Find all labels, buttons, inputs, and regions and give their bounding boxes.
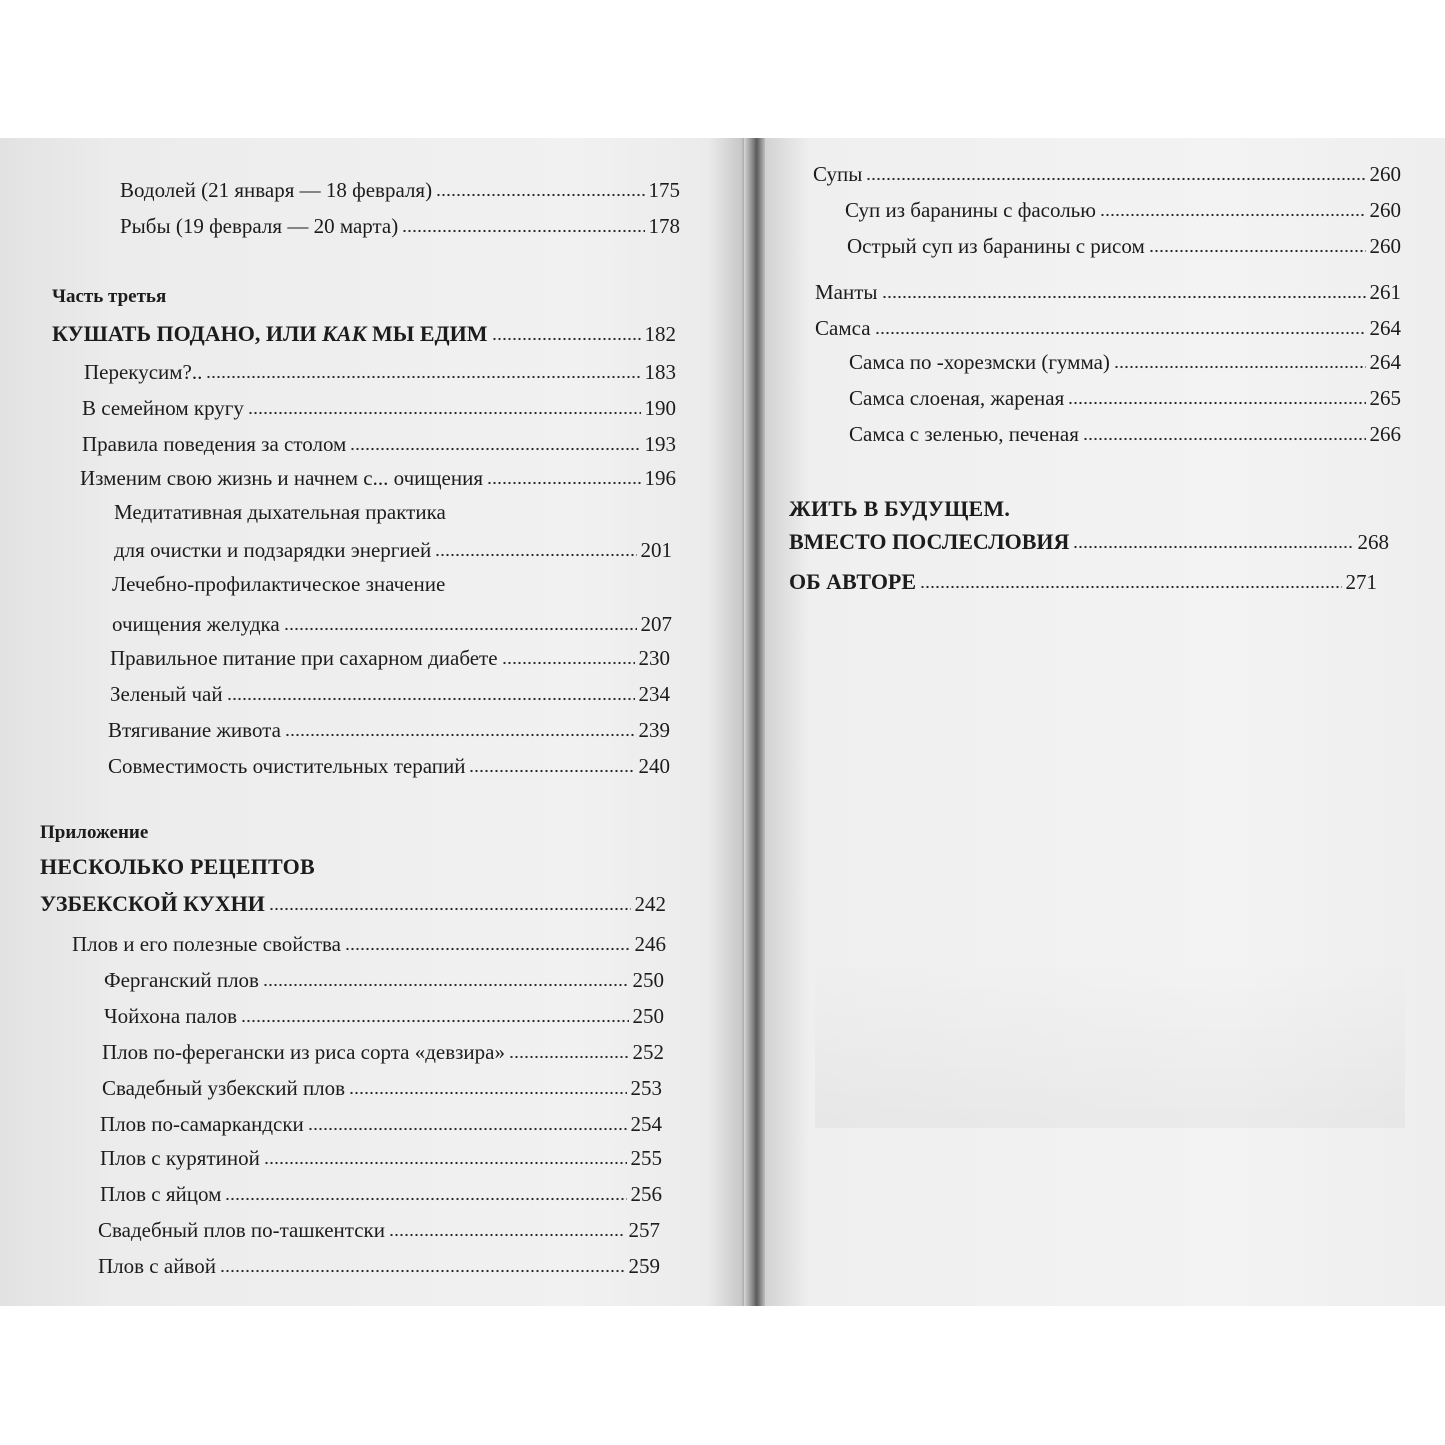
toc-page: 240 <box>638 754 670 778</box>
dot-leader <box>1100 212 1366 218</box>
toc-page: 260 <box>1369 234 1401 258</box>
toc-entry <box>80 464 676 492</box>
toc-entry <box>82 430 676 458</box>
toc-page: 257 <box>628 1218 660 1242</box>
dot-leader <box>350 446 640 452</box>
toc-entry <box>849 384 1401 412</box>
dot-leader <box>308 1126 627 1132</box>
toc-page: 230 <box>638 646 670 670</box>
toc-entry <box>110 644 670 672</box>
toc-title: Плов с яйцом <box>100 1182 222 1206</box>
recipe-entry <box>100 1110 662 1138</box>
toc-page: 183 <box>644 360 676 384</box>
appendix-label: Приложение <box>40 822 149 843</box>
toc-title: Самса <box>815 316 871 340</box>
toc-title: Свадебный плов по-ташкентски <box>98 1218 385 1242</box>
toc-page: 246 <box>634 932 666 956</box>
dot-leader <box>402 228 644 234</box>
toc-entry <box>82 394 676 422</box>
dot-leader <box>436 192 644 198</box>
toc-page: 253 <box>630 1076 662 1100</box>
toc-page: 234 <box>638 682 670 706</box>
toc-title: Совместимость очистительных терапий <box>108 754 466 778</box>
future-title-line1: ЖИТЬ В БУДУЩЕМ. <box>789 496 1011 521</box>
toc-page: 254 <box>630 1112 662 1136</box>
dot-leader <box>492 336 641 342</box>
dot-leader <box>269 906 631 912</box>
toc-page: 239 <box>638 718 670 742</box>
toc-entry-soups <box>813 160 1401 188</box>
part-title <box>52 320 488 348</box>
toc-title-line1: Лечебно-профилактическое значение <box>112 572 446 596</box>
toc-page: 242 <box>634 892 666 916</box>
recipe-entry <box>100 1180 662 1208</box>
toc-page: 264 <box>1369 350 1401 374</box>
dot-leader <box>469 768 634 774</box>
toc-page: 260 <box>1369 162 1401 186</box>
toc-page: 182 <box>644 322 676 346</box>
toc-title: Супы <box>813 162 863 186</box>
dot-leader <box>345 946 631 952</box>
dot-leader <box>263 982 629 988</box>
recipe-entry <box>98 1252 660 1280</box>
recipe-entry <box>98 1216 660 1244</box>
toc-title: Манты <box>815 280 878 304</box>
toc-page: 201 <box>640 538 672 562</box>
toc-page: 178 <box>648 214 680 238</box>
future-title-line2: ВМЕСТО ПОСЛЕСЛОВИЯ <box>789 529 1070 554</box>
toc-page: 207 <box>640 612 672 636</box>
toc-page: 261 <box>1369 280 1401 304</box>
dot-leader <box>284 626 637 632</box>
book-spine <box>744 138 765 1306</box>
toc-page: 265 <box>1369 386 1401 410</box>
author-entry <box>789 568 1377 596</box>
recipe-entry <box>102 1038 664 1066</box>
appendix-title-line1: НЕСКОЛЬКО РЕЦЕПТОВ <box>40 854 315 879</box>
toc-title: Суп из баранины с фасолью <box>845 198 1096 222</box>
toc-title: Правильное питание при сахарном диабете <box>110 646 498 670</box>
toc-title: очищения желудка <box>112 612 280 636</box>
toc-title: Зеленый чай <box>110 682 223 706</box>
toc-title: Ферганский плов <box>104 968 259 992</box>
dot-leader <box>264 1160 627 1166</box>
book-spread <box>0 138 1445 1306</box>
dot-leader <box>285 732 635 738</box>
bleed-through-shadow <box>815 958 1405 1128</box>
toc-page: 255 <box>630 1146 662 1170</box>
toc-page: 271 <box>1345 570 1377 594</box>
dot-leader <box>241 1018 628 1024</box>
dot-leader <box>875 330 1366 336</box>
toc-entry-samsa <box>815 314 1401 342</box>
toc-page: 196 <box>644 466 676 490</box>
toc-title: В семейном кругу <box>82 396 244 420</box>
dot-leader <box>227 696 635 702</box>
toc-page: 250 <box>632 968 664 992</box>
dot-leader <box>220 1268 625 1274</box>
toc-title: Плов с курятиной <box>100 1146 260 1170</box>
toc-page: 193 <box>644 432 676 456</box>
toc-page: 252 <box>632 1040 664 1064</box>
toc-entry-meditation <box>114 536 672 564</box>
toc-title: Самса с зеленью, печеная <box>849 422 1079 446</box>
dot-leader <box>1073 544 1353 550</box>
dot-leader <box>509 1054 629 1060</box>
toc-page: 268 <box>1357 530 1389 554</box>
toc-page: 250 <box>632 1004 664 1028</box>
part-title-a: КУШАТЬ ПОДАНО, ИЛИ <box>52 321 322 346</box>
dot-leader <box>866 176 1365 182</box>
toc-page: 256 <box>630 1182 662 1206</box>
dot-leader <box>487 480 641 486</box>
right-page <box>765 138 1445 1306</box>
dot-leader <box>882 294 1366 300</box>
dot-leader <box>920 584 1341 590</box>
author-title: ОБ АВТОРЕ <box>789 569 917 594</box>
toc-title: для очистки и подзарядки энергией <box>114 538 432 562</box>
toc-title: Плов с айвой <box>98 1254 216 1278</box>
dot-leader <box>1114 364 1366 370</box>
toc-entry <box>110 680 670 708</box>
toc-entry <box>849 420 1401 448</box>
dot-leader <box>225 1196 626 1202</box>
dot-leader <box>248 410 641 416</box>
left-page <box>0 138 744 1306</box>
dot-leader <box>206 374 640 380</box>
toc-entry <box>108 716 670 744</box>
toc-title: Свадебный узбекский плов <box>102 1076 346 1100</box>
dot-leader <box>1149 248 1366 254</box>
recipe-entry <box>104 1002 664 1030</box>
appendix-title-line2: УЗБЕКСКОЙ КУХНИ <box>40 891 265 916</box>
toc-title: Плов по-самаркандски <box>100 1112 304 1136</box>
toc-page: 260 <box>1369 198 1401 222</box>
dot-leader <box>435 552 636 558</box>
toc-page: 175 <box>648 178 680 202</box>
toc-title: Водолей (21 января — 18 февраля) <box>120 178 433 202</box>
toc-title: Правила поведения за столом <box>82 432 347 456</box>
toc-title: Перекусим?.. <box>84 360 203 384</box>
toc-title-line1: Медитативная дыхательная практика <box>114 500 446 524</box>
part-title-em: КАК <box>321 321 367 346</box>
toc-title: Втягивание живота <box>108 718 281 742</box>
toc-title: Самса слоеная, жареная <box>849 386 1065 410</box>
toc-entry <box>847 232 1401 260</box>
dot-leader <box>1068 400 1365 406</box>
future-title-entry <box>789 528 1389 556</box>
toc-title: Самса по -хорезмски (гумма) <box>849 350 1110 374</box>
toc-page: 259 <box>628 1254 660 1278</box>
dot-leader <box>349 1090 626 1096</box>
part-title-b: МЫ ЕДИМ <box>366 321 488 346</box>
recipe-entry <box>102 1074 662 1102</box>
part-label: Часть третья <box>52 286 167 307</box>
toc-entry-aquarius <box>120 176 680 204</box>
recipe-entry <box>100 1144 662 1172</box>
toc-page: 264 <box>1369 316 1401 340</box>
toc-entry-plov <box>72 930 666 958</box>
toc-entry <box>845 196 1401 224</box>
toc-title: Плов по-ферегански из риса сорта «девзира» <box>102 1040 505 1064</box>
recipe-entry <box>104 966 664 994</box>
toc-entry <box>108 752 670 780</box>
toc-entry-pisces <box>120 212 680 240</box>
toc-entry-manty <box>815 278 1401 306</box>
toc-entry-prophylaxis <box>112 610 672 638</box>
toc-title: Чойхона палов <box>104 1004 238 1028</box>
appendix-title-entry <box>40 890 666 918</box>
toc-entry <box>849 348 1401 376</box>
part-title-entry <box>52 320 676 348</box>
toc-title: Плов и его полезные свойства <box>72 932 341 956</box>
toc-entry <box>84 358 676 386</box>
toc-title: Изменим свою жизнь и начнем с... очищения <box>80 466 483 490</box>
toc-title: Острый суп из баранины с рисом <box>847 234 1145 258</box>
toc-title: Рыбы (19 февраля — 20 марта) <box>120 214 399 238</box>
dot-leader <box>502 660 635 666</box>
toc-page: 190 <box>644 396 676 420</box>
toc-page: 266 <box>1369 422 1401 446</box>
dot-leader <box>389 1232 625 1238</box>
dot-leader <box>1083 436 1366 442</box>
